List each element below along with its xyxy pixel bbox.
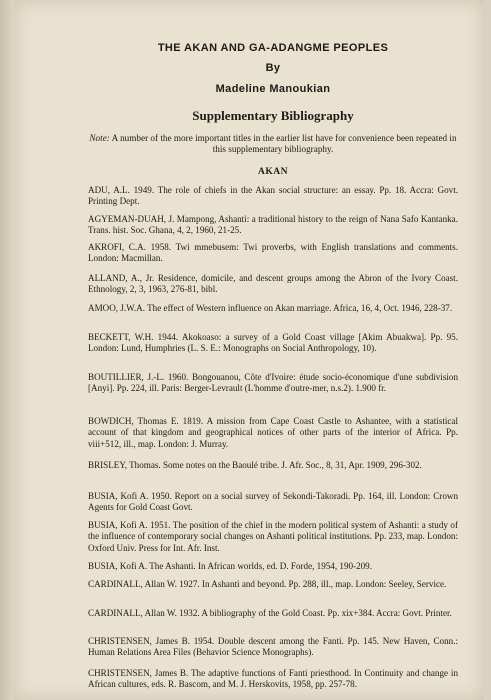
bibliography-entry: ADU, A.L. 1949. The role of chiefs in the Akan social structure: an essay. Pp. 18. Accra: Govt. Printing Dept. (88, 185, 458, 207)
bibliography-entry: CHRISTENSEN, James B. The adaptive functions of Fanti priesthood. In Continuity and change in African cultures, eds. R. Bascom, and M. J. Herskovits, 1958, pp. 257-78. (88, 668, 458, 690)
bibliography-entry: BUSIA, Kofi A. 1951. The position of the chief in the modern political system of Ashanti: a study of the influence of contemporary social changes on Ashanti political institutions. Pp. 233, map. London: Oxford Univ. Press for Int. Afr. Inst. (88, 520, 458, 553)
bibliography-entry: AGYEMAN-DUAH, J. Mampong, Ashanti: a traditional history to the reign of Nana Safo Kantanka. Trans. hist. Soc. Ghana, 4, 2, 1960, 21-25. (88, 214, 458, 236)
bibliography-entry: BUSIA, Kofi A. The Ashanti. In African worlds, ed. D. Forde, 1954, 190-209. (88, 561, 372, 571)
subsection-title: AKAN (258, 167, 288, 177)
bibliography-entry: AMOO, J.W.A. The effect of Western influence on Akan marriage. Africa, 16, 4, Oct. 1946, 228-37. (88, 303, 453, 313)
bibliography-entry: BUSIA, Kofi A. 1950. Report on a social survey of Sekondi-Takoradi. Pp. 164, ill. London: Crown Agents for Gold Coast Govt. (88, 491, 458, 513)
bibliography-entry: ALLAND, A., Jr. Residence, domicile, and descent groups among the Abron of the Ivory Coast. Ethnology, 2, 3, 1963, 276-81, bibl. (88, 273, 458, 295)
document-title: THE AKAN AND GA-ADANGME PEOPLES (157, 42, 389, 54)
byline: By (265, 62, 281, 74)
bibliography-entry: CHRISTENSEN, James B. 1954. Double descent among the Fanti. Pp. 145. New Haven, Conn.: Human Relations Area Files (Behavior Science Monographs). (88, 636, 458, 658)
section-heading: Supplementary Bibliography (192, 108, 354, 123)
document-page (14, 0, 484, 700)
bibliography-entry: CARDINALL, Allan W. 1927. In Ashanti and beyond. Pp. 288, ill., map. London: Seeley, Service. (88, 579, 447, 589)
bibliography-entry: BECKETT, W.H. 1944. Akokoaso: a survey of a Gold Coast village [Akim Abuakwa]. Pp. 95. London: Lund, Humphries (L. S. E.: Monographs on Social Anthropology, 10). (88, 332, 458, 354)
note-text: A number of the more important titles in the earlier list have for convenience been repeated in this supplementary bibliography. (111, 133, 457, 154)
author-name: Madeline Manoukian (215, 83, 331, 95)
bibliography-entry: BOUTILLIER, J.-L. 1960. Bongouanou, Côte d'Ivoire: étude socio-économique d'une subdivision [Anyi]. Pp. 224, ill. Paris: Berger-Levrault (L'homme d'outre-mer, n.s.2). 1.900 fr. (88, 372, 458, 394)
bibliography-entry: BRISLEY, Thomas. Some notes on the Baoulé tribe. J. Afr. Soc., 8, 31, Apr. 1909, 296-302. (88, 460, 422, 470)
bibliography-entry: BOWDICH, Thomas E. 1819. A mission from Cape Coast Castle to Ashantee, with a statistical account of that kingdom and geographical notices of other parts of the interior of Africa. Pp. viii+512, ill., map. London: J. Murray. (88, 416, 458, 449)
note-label: Note: (89, 133, 110, 143)
bibliography-entry: AKROFI, C.A. 1958. Twi mmebusem: Twi proverbs, with English translations and comments. London: Macmillan. (88, 242, 458, 264)
page-edge (0, 0, 14, 700)
bibliography-entry: CARDINALL, Allan W. 1932. A bibliography of the Gold Coast. Pp. xix+384. Accra: Govt. Printer. (88, 608, 452, 618)
note-paragraph (88, 133, 458, 155)
